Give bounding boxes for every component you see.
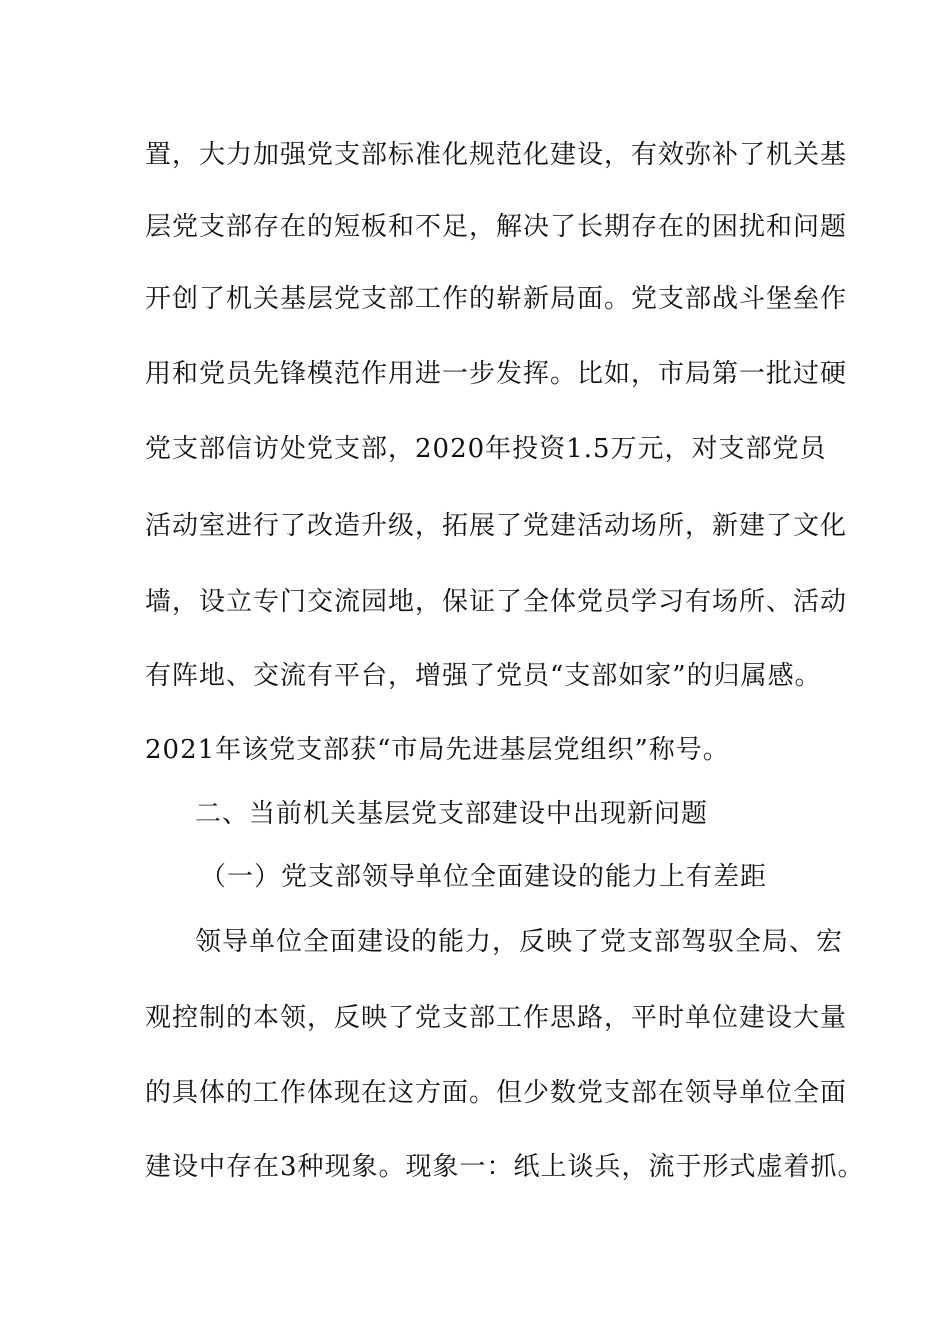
text-line-13: 观控制的本领，反映了党支部工作思路，平时单位建设大量 — [145, 1003, 848, 1033]
text-line-3: 开创了机关基层党支部工作的崭新局面。党支部战斗堡垒作 — [145, 284, 848, 314]
text-line-4: 用和党员先锋模范作用进一步发挥。比如，市局第一批过硬 — [145, 359, 848, 389]
subsection-heading: （一）党支部领导单位全面建设的能力上有差距 — [200, 862, 768, 892]
text-line-5: 党支部信访处党支部，2020年投资1.5万元，对支部党员 — [145, 434, 827, 464]
text-line-15: 建设中存在3种现象。现象一：纸上谈兵，流于形式虚着抓。 — [145, 1152, 865, 1182]
text-line-6: 活动室进行了改造升级，拓展了党建活动场所，新建了文化 — [145, 511, 848, 541]
text-line-2: 层党支部存在的短板和不足，解决了长期存在的困扰和问题 — [145, 212, 848, 242]
text-line-7: 墙，设立专门交流园地，保证了全体党员学习有场所、活动 — [145, 587, 848, 617]
text-line-12: 领导单位全面建设的能力，反映了党支部驾驭全局、宏 — [195, 927, 844, 957]
text-line-1: 置，大力加强党支部标准化规范化建设，有效弥补了机关基 — [145, 140, 848, 170]
text-line-9: 2021年该党支部获“市局先进基层党组织”称号。 — [145, 735, 730, 765]
text-line-8: 有阵地、交流有平台，增强了党员“支部如家”的归属感。 — [145, 661, 822, 691]
text-line-14: 的具体的工作体现在这方面。但少数党支部在领导单位全面 — [145, 1078, 848, 1108]
section-heading: 二、当前机关基层党支部建设中出现新问题 — [195, 799, 709, 829]
